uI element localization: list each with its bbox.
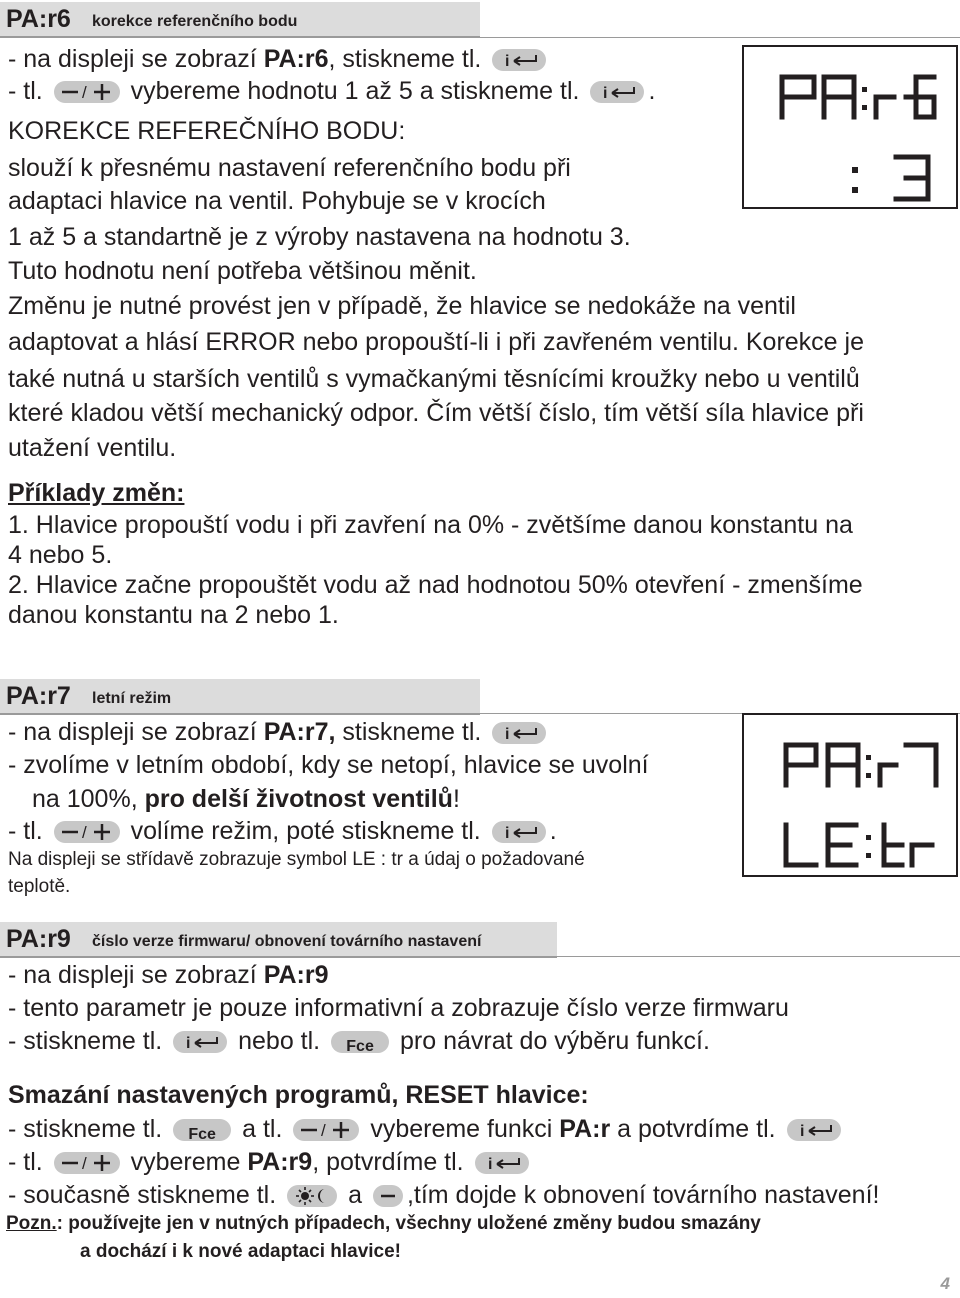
minus-key-icon <box>373 1185 403 1207</box>
reset-step-1: - stiskneme tl. Fce a tl. / vybereme funkci PA:r a potvrdíme tl. i <box>8 1114 845 1144</box>
header-rule <box>557 956 960 957</box>
i-enter-key-icon <box>492 49 546 71</box>
svg-text:i: i <box>799 1123 804 1141</box>
svg-text:i: i <box>505 53 510 71</box>
i-enter-key-icon <box>787 1119 841 1141</box>
reset-heading: Smazání nastavených programů, RESET hlavice: <box>8 1081 589 1109</box>
fce-key: Fce <box>173 1119 231 1141</box>
reset-note-line-2: a dochází i k nové adaptaci hlavice! <box>80 1241 402 1262</box>
r7-note-line: teplotě. <box>8 876 71 897</box>
section-code: PA:r9 <box>6 925 71 953</box>
svg-text:/: / <box>81 83 87 103</box>
r6-heading: KOREKCE REFEREČNÍHO BODU: <box>8 117 406 145</box>
example-line: 1. Hlavice propouští vodu i při zavření na 0% - zvětšíme danou konstantu na <box>8 511 853 539</box>
svg-text:/: / <box>81 1154 87 1174</box>
section-header-r7 <box>0 679 480 715</box>
i-enter-key-icon <box>590 81 644 103</box>
example-line: 2. Hlavice začne propouštět vodu až nad hodnotou 50% otevření - zmenšíme <box>8 571 863 599</box>
r6-step-1: - na displeji se zobrazí PA:r6, stiskneme tl. i <box>8 44 550 74</box>
lcd-display-r6 <box>742 45 958 209</box>
r6-paragraph-line: Tuto hodnotu není potřeba většinou měnit. <box>8 257 477 285</box>
i-enter-key-icon <box>173 1031 227 1053</box>
r7-step-2b: na 100%, pro delší životnost ventilů! <box>32 785 460 813</box>
minus-plus-key-icon <box>54 821 120 843</box>
r7-note-line: Na displeji se střídavě zobrazuje symbol LE : tr a údaj o požadované <box>8 849 585 870</box>
section-header-r9 <box>0 922 557 958</box>
examples-title: Příklady změn: <box>8 479 185 507</box>
svg-text:/: / <box>321 1121 327 1141</box>
minus-plus-key-icon <box>293 1119 359 1141</box>
i-enter-key-icon <box>492 722 546 744</box>
minus-plus-key-icon <box>54 1152 120 1174</box>
svg-text:i: i <box>186 1035 191 1053</box>
r9-step-1: - na displeji se zobrazí PA:r9 <box>8 961 329 989</box>
sun-moon-key-icon <box>287 1185 337 1207</box>
lcd-segment-text <box>782 77 934 199</box>
r6-paragraph-line: adaptaci hlavice na ventil. Pohybuje se v krocích <box>8 187 546 215</box>
example-line: danou konstantu na 2 nebo 1. <box>8 601 339 629</box>
section-title: číslo verze firmwaru/ obnovení továrního nastavení <box>92 933 482 950</box>
section-title: letní režim <box>92 690 172 707</box>
svg-text:i: i <box>487 1156 493 1174</box>
reset-step-2: - tl. / vybereme PA:r9, potvrdíme tl. i <box>8 1147 533 1177</box>
i-enter-key-icon <box>475 1152 529 1174</box>
svg-text:i: i <box>505 726 510 744</box>
section-code: PA:r7 <box>6 682 71 710</box>
r7-step-3: - tl. / volíme režim, poté stiskneme tl. i . <box>8 817 557 845</box>
i-enter-key-icon <box>492 821 546 843</box>
example-line: 4 nebo 5. <box>8 541 113 569</box>
svg-text:i: i <box>603 85 608 103</box>
page-number: 4 <box>940 1274 950 1293</box>
svg-text:/: / <box>81 823 87 843</box>
r6-paragraph-line: 1 až 5 a standartně je z výroby nastavena na hodnotu 3. <box>8 223 631 251</box>
header-rule <box>480 37 960 38</box>
r6-paragraph-line: které kladou větší mechanický odpor. Čím větší číslo, tím větší síla hlavice při <box>8 399 864 427</box>
r6-paragraph-line: slouží k přesnému nastavení referenčního bodu při <box>8 154 571 182</box>
svg-text:i: i <box>504 825 510 843</box>
section-title: korekce referenčního bodu <box>92 13 298 30</box>
section-header-r6 <box>0 2 480 38</box>
r6-paragraph-line: adaptovat a hlásí ERROR nebo propouští-li i při zavřeném ventilu. Korekce je <box>8 328 864 356</box>
r6-paragraph-line: utažení ventilu. <box>8 434 177 462</box>
reset-note: Pozn.: používejte jen v nutných případech, všechny uložené změny budou smazány <box>6 1213 761 1234</box>
r9-step-3: - stiskneme tl. i nebo tl. Fce pro návrat do výběru funkcí. <box>8 1027 710 1056</box>
r6-step-2: - tl. / vybereme hodnotu 1 až 5 a stiskneme tl. i . <box>8 77 656 105</box>
r6-paragraph-line: Změnu je nutné provést jen v případě, že hlavice se nedokáže na ventil <box>8 292 796 320</box>
lcd-display-r7 <box>742 713 958 877</box>
section-code: PA:r6 <box>6 5 71 33</box>
reset-step-3: - současně stiskneme tl. a ,tím dojde k obnovení továrního nastavení! <box>8 1181 880 1209</box>
r9-step-2: - tento parametr je pouze informativní a zobrazuje číslo verze firmwaru <box>8 994 789 1022</box>
r7-step-1: - na displeji se zobrazí PA:r7, stiskneme tl. i <box>8 717 550 747</box>
r7-step-2: - zvolíme v letním období, kdy se netopí, hlavice se uvolní <box>8 751 649 779</box>
minus-plus-key-icon <box>54 81 120 103</box>
fce-key: Fce <box>331 1031 389 1053</box>
r6-paragraph-line: také nutná u starších ventilů s vymačkanými těsnícími kroužky nebo u ventilů <box>8 365 860 393</box>
